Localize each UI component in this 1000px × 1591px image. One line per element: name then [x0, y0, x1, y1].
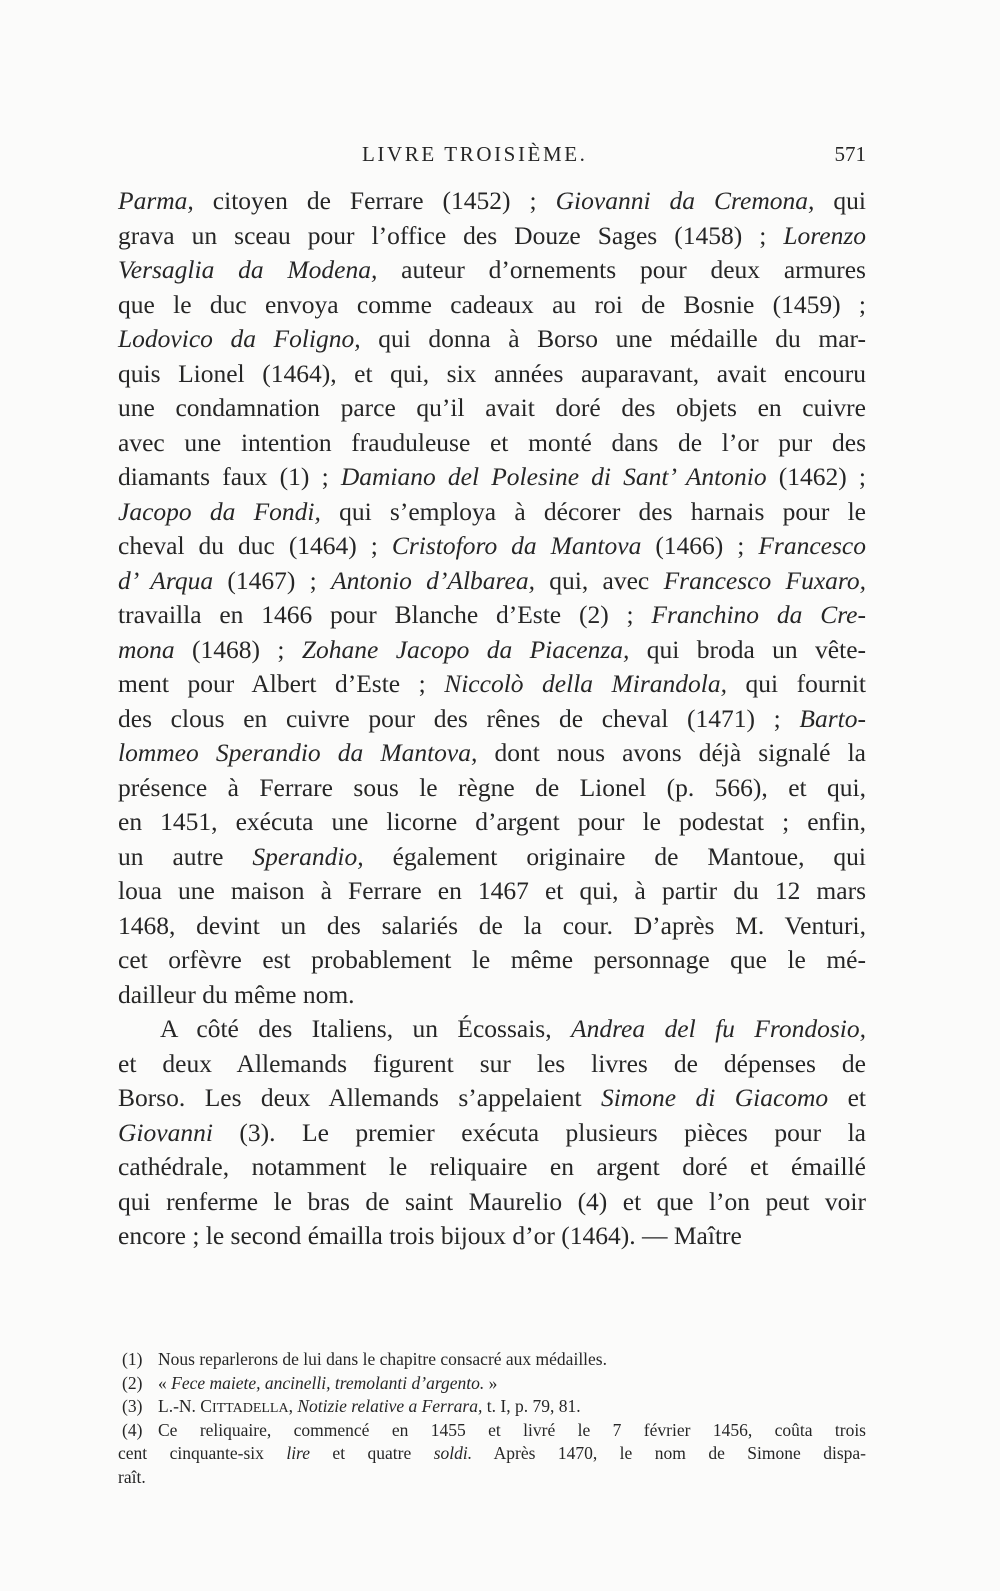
footnote-number: (3) [122, 1396, 143, 1416]
footnote-text: Nous reparlerons de lui dans le chapitre consacré aux médailles. [158, 1349, 607, 1369]
footnote-number: (4) [122, 1419, 143, 1440]
text-line: qui renferme le bras de saint Maurelio (4) et que l’on peut voir [118, 1186, 866, 1216]
text-line: lommeo Sperandio da Mantova, dont nous avons déjà signalé la [118, 738, 866, 767]
page-number: 571 [834, 142, 866, 166]
text-line: Borso. Les deux Allemands s’appelaient Simone di Giacomo et [118, 1083, 866, 1112]
text-line: que le duc envoya comme cadeaux au roi de Bosnie (1459) ; [118, 289, 866, 319]
footnote [118, 1348, 866, 1372]
footnote-text: Ce reliquaire, commencé en 1455 et livré le 7 février 1456, coûta trois [158, 1419, 866, 1440]
text-line: un autre Sperandio, également originaire de Mantoue, qui [118, 841, 867, 871]
footnote [118, 1372, 866, 1396]
footnote [118, 1419, 866, 1443]
text-line: des clous en cuivre pour des rênes de cheval (1471) ; Barto- [118, 703, 866, 733]
text-line: une condamnation parce qu’il avait doré des objets en cuivre [118, 393, 866, 422]
footnote-text: L.-N. CITTADELLA, Notizie relative a Ferrara, t. I, p. 79, 81. [158, 1396, 581, 1416]
running-title: LIVRE TROISIÈME. [362, 142, 588, 166]
text-line: d’ Arqua (1467) ; Antonio d’Albarea, qui, avec Francesco Fuxaro, [118, 565, 866, 595]
text-line: quis Lionel (1464), et qui, six années auparavant, avait encouru [118, 358, 866, 388]
text-line: loua une maison à Ferrare en 1467 et qui, à partir du 12 mars [118, 876, 866, 905]
footnote-number: (1) [122, 1349, 143, 1369]
text-line: avec une intention frauduleuse et monté dans de l’or pur des [118, 427, 866, 457]
footnote-continuation: raît. [118, 1466, 146, 1487]
text-line: travailla en 1466 pour Blanche d’Este (2) ; Franchino da Cre- [118, 600, 866, 629]
text-line: encore ; le second émailla trois bijoux d’or (1464). — Maître [118, 1221, 742, 1250]
text-line: et deux Allemands figurent sur les livres de dépenses de [118, 1048, 866, 1078]
body-text [118, 184, 866, 1254]
text-line: cheval du duc (1464) ; Cristoforo da Mantova (1466) ; Francesco [118, 531, 866, 560]
text-line: diamants faux (1) ; Damiano del Polesine di Sant’ Antonio (1462) ; [118, 462, 866, 491]
text-line: 1468, devint un des salariés de la cour. D’après M. Venturi, [118, 910, 866, 940]
text-line: en 1451, exécuta une licorne d’argent pour le podestat ; enfin, [118, 807, 866, 836]
text-line: présence à Ferrare sous le règne de Lionel (p. 566), et qui, [118, 772, 866, 802]
text-line: Giovanni (3). Le premier exécuta plusieurs pièces pour la [118, 1117, 866, 1147]
text-line: A côté des Italiens, un Écossais, Andrea del fu Frondosio, [160, 1014, 866, 1043]
text-line: dailleur du même nom. [118, 979, 355, 1009]
footnote-text: « Fece maiete, ancinelli, tremolanti d’argento. » [158, 1372, 498, 1393]
text-line: mona (1468) ; Zohane Jacopo da Piacenza, qui broda un vête- [118, 634, 867, 664]
text-line: Jacopo da Fondi, qui s’employa à décorer des harnais pour le [118, 496, 866, 526]
text-line: grava un sceau pour l’office des Douze Sages (1458) ; Lorenzo [118, 220, 866, 250]
text-line: Versaglia da Modena, auteur d’ornements pour deux armures [118, 255, 866, 284]
footnote-continuation: cent cinquante-six lire et quatre soldi. Après 1470, le nom de Simone dispa- [118, 1443, 866, 1463]
text-line: cet orfèvre est probablement le même personnage que le mé- [118, 945, 866, 974]
text-line: Lodovico da Foligno, qui donna à Borso une médaille du mar- [118, 324, 866, 353]
footnote-number: (2) [122, 1372, 143, 1393]
page-header [118, 142, 866, 172]
text-line: ment pour Albert d’Este ; Niccolò della Mirandola, qui fournit [118, 669, 866, 698]
footnote [118, 1395, 866, 1419]
text-line: Parma, citoyen de Ferrare (1452) ; Giovanni da Cremona, qui [118, 186, 866, 215]
footnotes [118, 1348, 866, 1489]
text-line: cathédrale, notamment le reliquaire en argent doré et émaillé [118, 1152, 866, 1181]
